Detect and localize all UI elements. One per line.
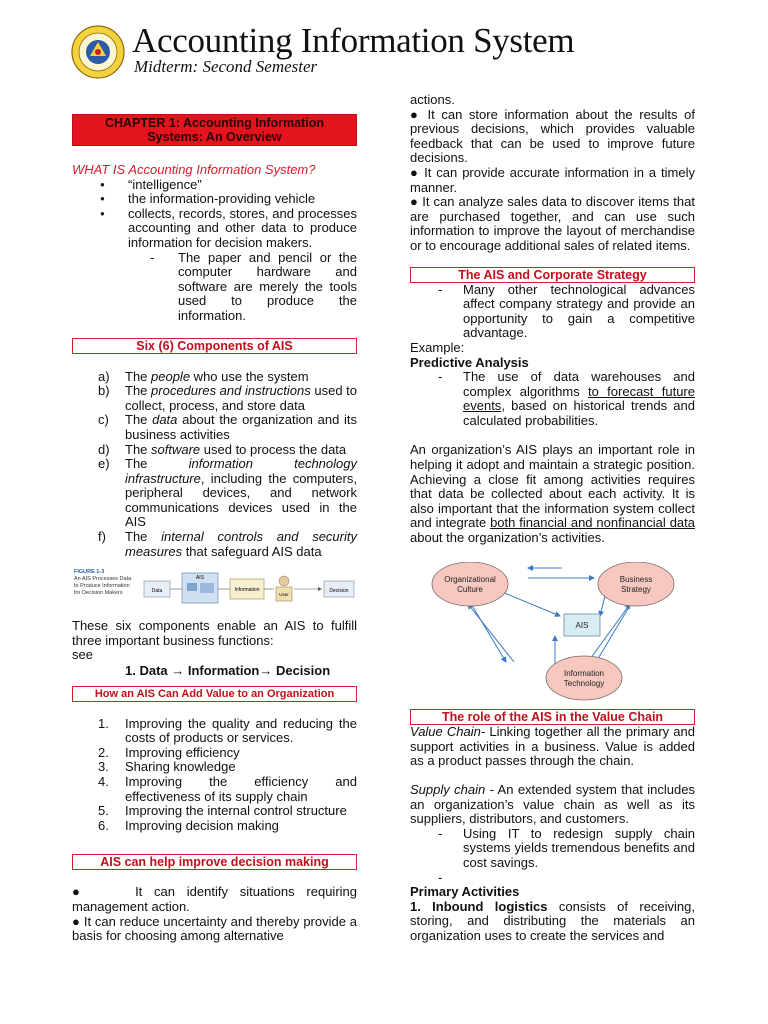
ais-strategy-diagram bbox=[410, 562, 695, 702]
list-item: ● It can reduce uncertainty and thereby provide a basis for choosing among alternative bbox=[72, 913, 357, 944]
list-item: b) The procedures and instructions used to collect, process, and store data bbox=[98, 383, 358, 413]
page-header bbox=[70, 20, 710, 82]
what-is-heading: WHAT IS Accounting Information System? bbox=[72, 162, 316, 177]
ais-process-diagram bbox=[142, 569, 357, 609]
diagram-business-strategy-2: Strategy bbox=[621, 584, 651, 594]
list-item: ● collects, records, stores, and processes accounting and other data to produce information for decision makers. bbox=[72, 207, 357, 251]
add-value-heading: How an AIS Can Add Value to an Organization bbox=[72, 686, 357, 702]
right-column bbox=[410, 93, 695, 944]
list-item: c) The data about the organization and its business activities bbox=[98, 412, 357, 442]
list-item: - The use of data warehouses and complex algorithms to forecast future events, based on historical trends and calculated probabilities. bbox=[410, 370, 695, 428]
list-item: ● It can analyze sales data to discover items that are purchased together, and can use such information to improve the layout of merchandise or to encourage additional sales of related items. bbox=[410, 194, 695, 253]
list-item: f) The internal controls and security measures that safeguard AIS data bbox=[98, 529, 357, 559]
figure-information-label: Information bbox=[234, 587, 260, 594]
what-is-list bbox=[72, 178, 357, 251]
left-column bbox=[72, 92, 357, 944]
diagram-business-strategy-1: Business bbox=[619, 574, 653, 584]
figure-caption: FIGURE 1-3 An AIS Processes Data to Produce Information for Decision Makers bbox=[74, 569, 132, 597]
data-flow-line: 1. Data → Information→ Decision bbox=[125, 663, 331, 679]
what-is-sublist bbox=[72, 251, 357, 324]
list-item: ● It can provide accurate information in a timely manner. bbox=[410, 164, 695, 195]
list-item: ● It can identify situations requiring management action. bbox=[72, 884, 357, 914]
primary-activities-label: Primary Activities bbox=[410, 884, 520, 900]
list-item: ● It can store information about the results of previous decisions, which provides valuable feedback that can be used to improve future decisions. bbox=[410, 106, 695, 166]
inbound-logistics-paragraph: 1. Inbound logistics consists of receiving, storing, and distributing the materials an organization uses to create the services and bbox=[410, 898, 695, 943]
strategy-list bbox=[410, 283, 695, 341]
six-components-heading: Six (6) Components of AIS bbox=[72, 338, 357, 354]
figure-decision-label: Decision bbox=[329, 588, 349, 595]
list-item: - Using IT to redesign supply chain systems yields tremendous benefits and cost savings. bbox=[410, 827, 695, 871]
list-item: 6. Improving decision making bbox=[98, 817, 279, 833]
document-title: Accounting Information System bbox=[132, 21, 575, 60]
supply-chain-list bbox=[410, 827, 695, 885]
chapter-heading: CHAPTER 1: Accounting Information Systems: An Overview bbox=[72, 114, 357, 146]
document-subtitle: Midterm: Second Semester bbox=[134, 57, 318, 76]
figure-user-label: User bbox=[279, 592, 289, 598]
corporate-strategy-heading: The AIS and Corporate Strategy bbox=[410, 267, 695, 283]
decision-making-heading: AIS can help improve decision making bbox=[72, 854, 357, 870]
figure-ais-process bbox=[72, 569, 357, 609]
list-item: ● “intelligence” bbox=[72, 178, 357, 193]
list-item: - Many other technological advances affect company strategy and provide an opportunity to gain a competitive advantage. bbox=[410, 283, 695, 341]
list-item: 1. Improving the quality and reducing the costs of products or services. bbox=[98, 715, 357, 746]
list-item: 4. Improving the efficiency and effectiveness of its supply chain bbox=[98, 774, 357, 804]
decision-making-list bbox=[72, 885, 357, 943]
list-item bbox=[410, 871, 695, 886]
list-item: ● the information-providing vehicle bbox=[72, 192, 357, 207]
list-item: - The paper and pencil or the computer hardware and software are merely the tools used to produce the information. bbox=[72, 251, 357, 324]
diagram-org-culture-2: Culture bbox=[457, 584, 483, 594]
list-item: 3. Sharing knowledge bbox=[98, 759, 236, 775]
predictive-analysis-label: Predictive Analysis bbox=[410, 354, 529, 370]
components-list bbox=[72, 370, 357, 560]
diagram-org-culture-1: Organizational bbox=[444, 574, 496, 584]
strategic-position-paragraph: An organization’s AIS plays an important role in helping it adopt and maintain a strategic position. Achieving a close fit among activities requires that data be collected about each activity. It is also important that the information system collect and integrate both financial and nonfinancial data about the organization’s activities. bbox=[410, 442, 695, 546]
predictive-list bbox=[410, 370, 695, 428]
list-item: 2. Improving efficiency bbox=[98, 744, 240, 760]
diagram-ais-label: AIS bbox=[575, 620, 589, 630]
list-item: d) The software used to process the data bbox=[98, 441, 347, 457]
value-chain-paragraph: Value Chain- Linking together all the primary and support activities in a business. Value is added as a product passes through the chain. bbox=[410, 724, 695, 769]
list-item: a) The people who use the system bbox=[98, 368, 309, 384]
list-item: 5. Improving the internal control structure bbox=[98, 803, 347, 819]
example-label: Example: bbox=[410, 339, 465, 355]
diagram-info-tech-2: Technology bbox=[563, 678, 605, 688]
list-item: e) The information technology infrastructure, including the computers, peripheral devices, and network communications devices used in the AIS bbox=[98, 456, 357, 530]
add-value-list bbox=[72, 717, 357, 834]
figure-data-label: Data bbox=[151, 588, 163, 595]
diagram-info-tech-1: Information bbox=[563, 668, 605, 678]
value-chain-heading: The role of the AIS in the Value Chain bbox=[410, 709, 695, 725]
university-seal-icon bbox=[70, 24, 126, 80]
figure-ais-label: AIS bbox=[195, 575, 205, 582]
continued-text: actions. bbox=[410, 92, 455, 107]
six-enable-text: These six components enable an AIS to fulfill three important business functions: bbox=[72, 618, 357, 648]
supply-chain-paragraph: Supply chain - An extended system that includes an organization’s value chain as well as its suppliers, distributors, and customers. bbox=[410, 782, 695, 827]
see-text: see bbox=[72, 647, 93, 663]
